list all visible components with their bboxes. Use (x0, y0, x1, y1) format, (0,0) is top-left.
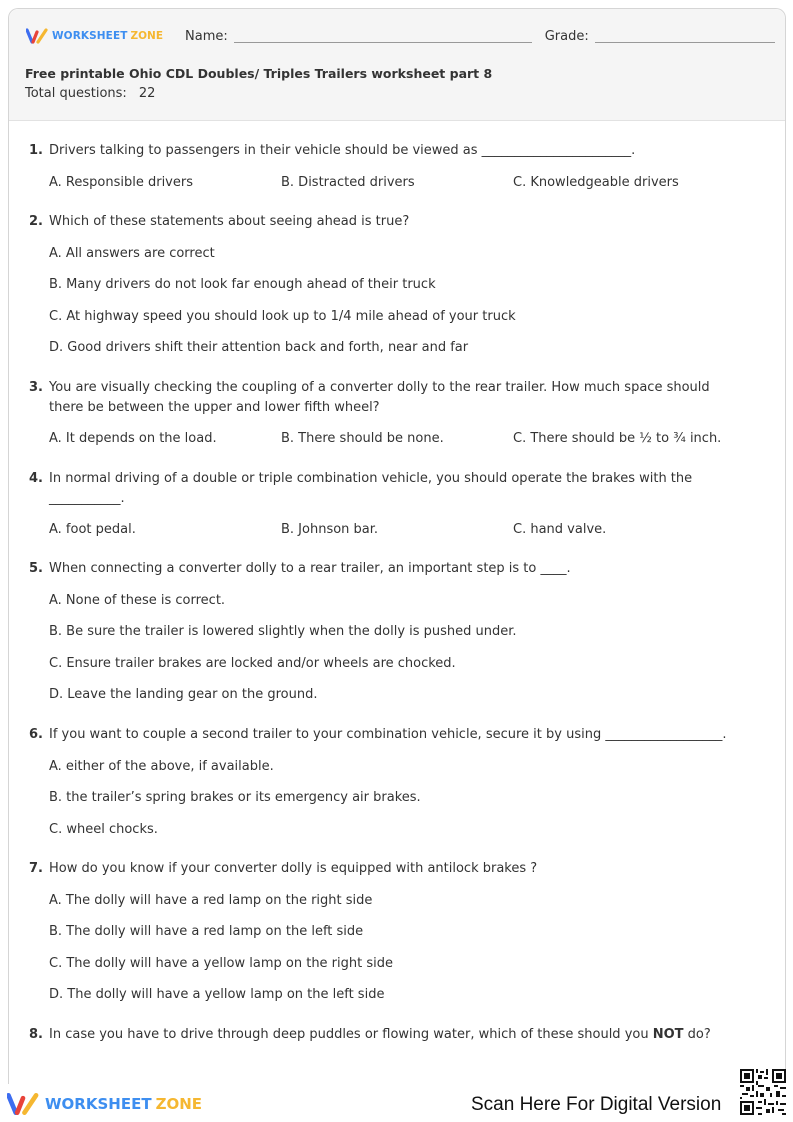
option-c[interactable]: C. Knowledgeable drivers (513, 175, 679, 190)
question-text: In normal driving of a double or triple combination vehicle, you should operate the brakes with the ___________. (49, 471, 693, 506)
qr-code-icon[interactable] (740, 1069, 786, 1115)
option-b[interactable]: B. There should be none. (281, 431, 444, 446)
name-field[interactable] (234, 30, 532, 43)
footer-logo (7, 1092, 202, 1116)
question-text (49, 1025, 745, 1045)
question-number: 1. (29, 143, 43, 158)
question-6 (9, 725, 785, 840)
option-c[interactable]: C. wheel chocks. (49, 821, 158, 837)
question-1 (9, 141, 785, 193)
question-text: When connecting a converter dolly to a rear trailer, an important step is to ____. (49, 561, 571, 576)
option-c[interactable]: C. The dolly will have a yellow lamp on the right side (49, 955, 393, 971)
option-c[interactable]: C. At highway speed you should look up to 1/4 mile ahead of your truck (49, 308, 516, 324)
question-text: Which of these statements about seeing ahead is true? (49, 214, 410, 229)
option-a[interactable]: A. The dolly will have a red lamp on the right side (49, 892, 373, 908)
brand-primary: WORKSHEET (52, 30, 128, 42)
brand-primary: WORKSHEET (45, 1095, 152, 1113)
question-text: You are visually checking the coupling of a converter dolly to the rear trailer. How much space should there be between the upper and lower fifth wheel? (49, 380, 710, 415)
option-b[interactable]: B. Distracted drivers (281, 175, 415, 190)
option-b[interactable]: B. Many drivers do not look far enough ahead of their truck (49, 277, 436, 292)
option-b[interactable]: B. the trailer’s spring brakes or its emergency air brakes. (49, 790, 421, 805)
question-7 (9, 859, 785, 1005)
option-d[interactable]: D. Leave the landing gear on the ground. (49, 687, 318, 702)
question-4 (9, 469, 785, 540)
brand-secondary: ZONE (155, 1095, 202, 1113)
emphasis-not: NOT (652, 1027, 684, 1042)
option-c[interactable]: C. Ensure trailer brakes are locked and/or wheels are chocked. (49, 655, 456, 671)
question-number: 6. (29, 727, 43, 742)
question-text: If you want to couple a second trailer to your combination vehicle, secure it by using __________________. (49, 727, 727, 742)
total-value: 22 (138, 86, 156, 101)
option-a[interactable]: A. All answers are correct (49, 245, 215, 261)
brand-row (26, 25, 767, 47)
question-number: 5. (29, 561, 43, 576)
question-2 (9, 212, 785, 358)
logo-w-icon (26, 28, 48, 44)
question-text-part: In case you have to drive through deep puddles or flowing water, which of these should you (49, 1027, 653, 1042)
scan-text: Scan Here For Digital Version (471, 1094, 722, 1115)
grade-field[interactable] (595, 30, 775, 43)
question-number: 4. (29, 471, 43, 486)
option-b[interactable]: B. Johnson bar. (281, 522, 379, 537)
worksheet (8, 8, 786, 1084)
option-a[interactable]: A. foot pedal. (49, 522, 136, 537)
option-d[interactable]: D. Good drivers shift their attention back and forth, near and far (49, 340, 469, 355)
option-d[interactable]: D. The dolly will have a yellow lamp on the left side (49, 987, 385, 1002)
question-text: Drivers talking to passengers in their vehicle should be viewed as _______________________. (49, 143, 636, 158)
grade-label: Grade: (544, 28, 589, 44)
question-text: How do you know if your converter dolly is equipped with antilock brakes ? (49, 861, 538, 876)
name-label: Name: (185, 28, 228, 44)
question-3 (9, 378, 785, 449)
total-questions (25, 86, 155, 101)
logo-w-icon (7, 1092, 39, 1116)
question-5 (9, 559, 785, 705)
question-number: 8. (29, 1027, 43, 1042)
worksheetzone-logo (26, 28, 163, 44)
option-c[interactable]: C. hand valve. (513, 522, 607, 537)
option-b[interactable]: B. Be sure the trailer is lowered slightly when the dolly is pushed under. (49, 624, 517, 639)
option-c[interactable]: C. There should be ½ to ¾ inch. (513, 431, 722, 446)
question-text-part: do? (683, 1027, 711, 1042)
question-number: 3. (29, 380, 43, 395)
question-8 (9, 1025, 785, 1045)
option-b[interactable]: B. The dolly will have a red lamp on the left side (49, 924, 364, 939)
option-a[interactable]: A. either of the above, if available. (49, 758, 274, 774)
option-a[interactable]: A. None of these is correct. (49, 592, 226, 608)
worksheet-header (9, 9, 785, 121)
worksheet-title: Free printable Ohio CDL Doubles/ Triples Trailers worksheet part 8 (25, 66, 493, 81)
question-number: 2. (29, 214, 43, 229)
total-label: Total questions: (25, 86, 127, 101)
brand-secondary: ZONE (130, 30, 163, 42)
question-number: 7. (29, 861, 43, 876)
option-a[interactable]: A. Responsible drivers (49, 175, 193, 190)
option-a[interactable]: A. It depends on the load. (49, 431, 217, 446)
